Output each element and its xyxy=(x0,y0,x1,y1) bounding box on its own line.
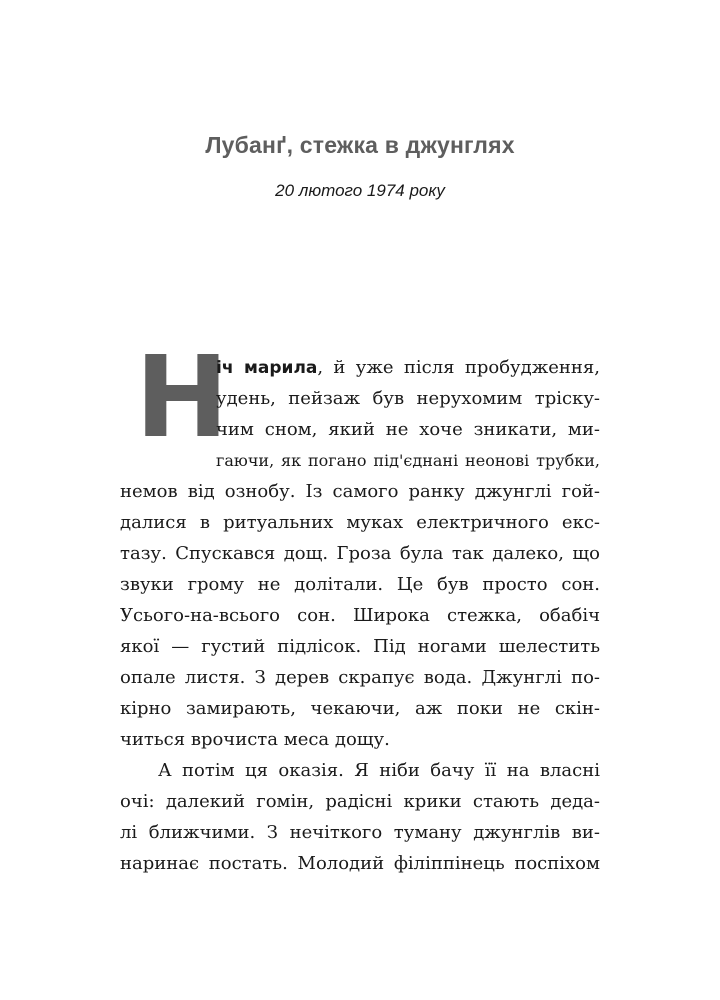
text-line: далися в ритуальних муках електричного екс- xyxy=(120,512,600,533)
text-line: гаючи, як погано під'єднані неонові трубки, xyxy=(216,451,600,470)
text-line: А потім ця оказія. Я ніби бачу її на власні xyxy=(158,760,600,781)
text-line: звуки грому не долітали. Це був просто сон. xyxy=(120,574,600,595)
text-line xyxy=(216,352,600,383)
text-line: лі ближчими. З нечіткого туману джунглів ви- xyxy=(120,822,600,843)
text-line-rest: , й уже після пробудження, xyxy=(317,357,600,378)
text-line: Усього-на-всього сон. Широка стежка, обабіч xyxy=(120,605,600,626)
drop-cap: Н xyxy=(135,333,229,463)
text-line: немов від ознобу. Із самого ранку джунглі гой- xyxy=(120,481,600,502)
lead-bold-text: іч марила xyxy=(216,358,318,378)
text-line: якої — густий підлісок. Під ногами шелестить xyxy=(120,636,600,657)
text-line: тазу. Спускався дощ. Гроза була так далеко, що xyxy=(120,543,600,564)
text-line: очі: далекий гомін, радісні крики стають деда- xyxy=(120,791,600,812)
text-line: наринає постать. Молодий філіппінець поспіхом xyxy=(120,853,600,874)
text-line: удень, пейзаж був нерухомим тріску- xyxy=(216,388,600,409)
body-text xyxy=(120,352,600,879)
chapter-date: 20 лютого 1974 року xyxy=(275,181,445,200)
text-line: чим сном, який не хоче зникати, ми- xyxy=(216,419,600,440)
text-line: кірно замирають, чекаючи, аж поки не скін- xyxy=(120,698,600,719)
chapter-title: Лубанґ, стежка в джунглях xyxy=(205,132,515,158)
text-line: опале листя. З дерев скрапує вода. Джунглі по- xyxy=(120,667,600,688)
text-line: читься врочиста меса дощу. xyxy=(120,729,390,750)
